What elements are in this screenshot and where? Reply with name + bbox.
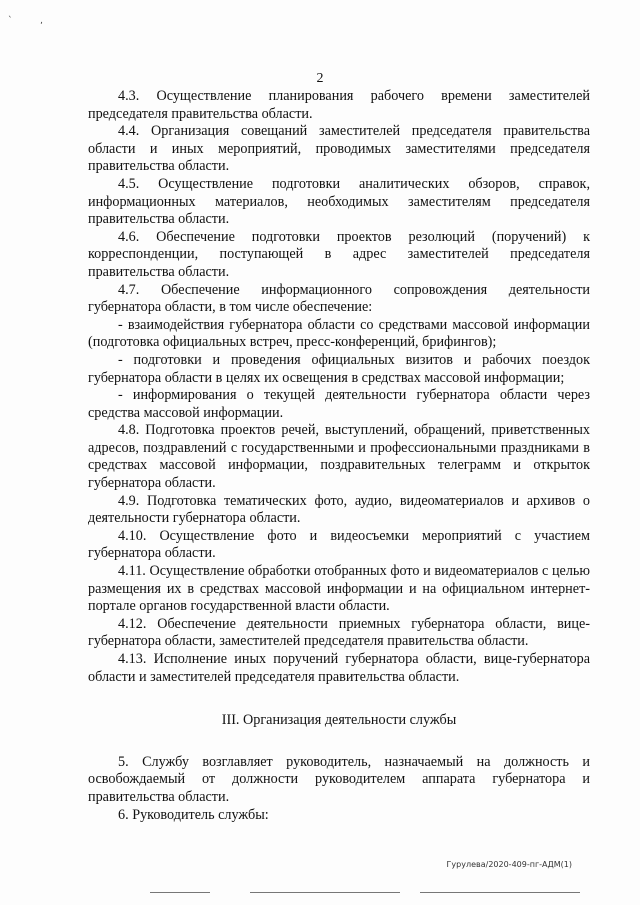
bottom-rule [420,892,580,893]
scan-artifact-mark: ‚ [40,16,43,26]
document-footer-code: Гурулева/2020-409-пг-АДМ(1) [446,860,572,869]
paragraph-4-8: 4.8. Подготовка проектов речей, выступлений, обращений, приветственных адресов, поздравлений с государственными и профессиональными праздниками в средствах массовой информации, поздравительных телеграмм и открыток губернатора области. [88,422,590,492]
paragraph-4-5: 4.5. Осуществление подготовки аналитических обзоров, справок, информационных материалов, необходимых заместителям председателя правительства области. [88,175,590,228]
list-item-media-interaction: - взаимодействия губернатора области со средствами массовой информации (подготовка официальных встреч, пресс-конференций, брифингов); [88,316,590,351]
paragraph-5: 5. Службу возглавляет руководитель, назначаемый на должность и освобождаемый от должности руководителем аппарата губернатора и правительства области. [88,753,590,805]
paragraph-6: 6. Руководитель службы: [118,806,269,823]
paragraph-4-10: 4.10. Осуществление фото и видеосъемки мероприятий с участием губернатора области. [88,527,590,562]
paragraph-4-9: 4.9. Подготовка тематических фото, аудио, видеоматериалов и архивов о деятельности губернатора области. [88,492,590,527]
paragraph-4-7: 4.7. Обеспечение информационного сопровождения деятельности губернатора области, в том числе обеспечение: [88,281,590,316]
paragraph-4-11: 4.11. Осуществление обработки отобранных фото и видеоматериалов с целью размещения их в средствах массовой информации и на официальном интернет-портале органов государственной власти области. [88,563,590,615]
scan-artifact-mark: ` [8,16,13,26]
paragraph-4-3: 4.3. Осуществление планирования рабочего времени заместителей председателя правительства области. [88,88,590,122]
page-number: 2 [316,71,324,86]
paragraph-4-12: 4.12. Обеспечение деятельности приемных губернатора области, вице-губернатора области, заместителей председателя правительства области. [88,615,590,650]
bottom-rule [250,892,400,893]
bottom-rule [150,892,210,893]
list-item-informing: - информирования о текущей деятельности губернатора области через средства массовой информации. [88,387,590,421]
list-item-official-visits: - подготовки и проведения официальных визитов и рабочих поездок губернатора области в целях их освещения в средствах массовой информации; [88,351,590,386]
section-heading: III. Организация деятельности службы [221,712,457,729]
document-body [88,88,590,824]
paragraph-4-13: 4.13. Исполнение иных поручений губернатора области, вице-губернатора области и заместителей председателя правительства области. [88,651,590,685]
paragraph-4-6: 4.6. Обеспечение подготовки проектов резолюций (поручений) к корреспонденции, поступающей в адрес заместителей председателя правительства области. [88,228,590,280]
paragraph-4-4: 4.4. Организация совещаний заместителей председателя правительства области и иных мероприятий, проводимых заместителями председателя правительства области. [88,123,590,175]
